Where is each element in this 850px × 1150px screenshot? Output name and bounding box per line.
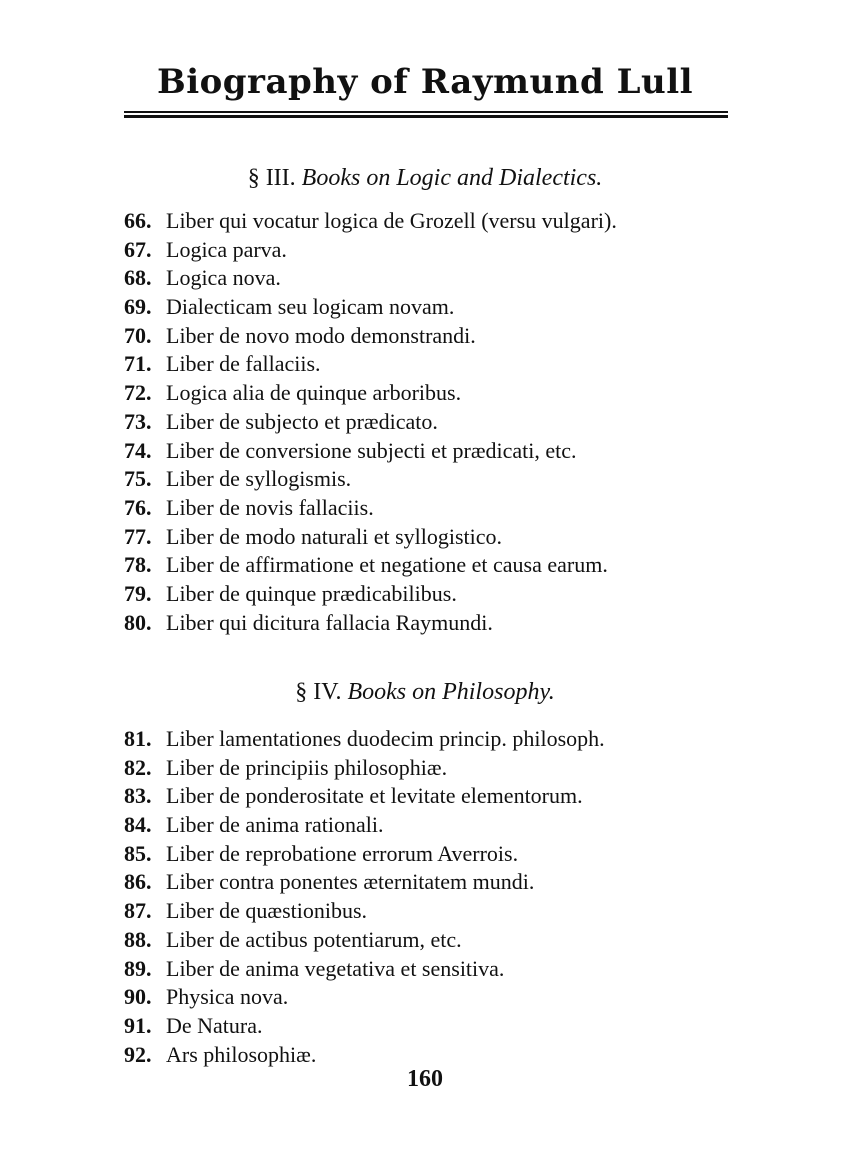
- entry-title: Liber de subjecto et prædicato.: [166, 408, 438, 434]
- list-item: [124, 207, 617, 236]
- list-item: [124, 955, 605, 984]
- page-number: 160: [407, 1066, 443, 1092]
- entry-number: 91.: [124, 1012, 152, 1038]
- list-item: [124, 1012, 605, 1041]
- header-rule-thick: [124, 115, 728, 118]
- entry-number: 79.: [124, 580, 152, 606]
- entry-number: 81.: [124, 726, 152, 751]
- section-heading-logic: [0, 163, 850, 193]
- entry-title: Liber de anima rationali.: [166, 812, 384, 838]
- entry-number: 88.: [124, 926, 152, 952]
- entry-number: 67.: [124, 236, 152, 262]
- entry-title: Liber de actibus potentiarum, etc.: [166, 926, 462, 952]
- entry-title: Liber de quæstionibus.: [166, 898, 368, 924]
- list-item: [124, 782, 605, 811]
- entry-title: Liber de modo naturali et syllogistico.: [166, 523, 503, 549]
- entry-title: Logica nova.: [166, 265, 281, 291]
- list-item: [124, 350, 617, 379]
- logic-books-list: [124, 207, 617, 637]
- entry-title: Liber lamentationes duodecim princip. philosoph.: [166, 726, 605, 751]
- entry-title: Liber de syllogismis.: [166, 466, 352, 492]
- entry-number: 83.: [124, 783, 152, 809]
- entry-title: Physica nova.: [166, 984, 289, 1010]
- entry-number: 89.: [124, 955, 152, 981]
- entry-number: 73.: [124, 408, 152, 434]
- entry-title: Liber de affirmatione et negatione et causa earum.: [166, 552, 608, 578]
- entry-title: Liber de novo modo demonstrandi.: [166, 322, 476, 348]
- entry-number: 86.: [124, 869, 152, 895]
- list-item: [124, 293, 617, 322]
- list-item: [124, 926, 605, 955]
- entry-title: Liber de quinque prædicabilibus.: [166, 580, 457, 606]
- list-item: [124, 811, 605, 840]
- entry-number: 70.: [124, 322, 152, 348]
- entry-title: Liber de conversione subjecti et prædicati, etc.: [166, 437, 577, 463]
- entry-title: Dialecticam seu logicam novam.: [166, 294, 455, 320]
- list-item: [124, 408, 617, 437]
- list-item: [124, 983, 605, 1012]
- entry-number: 77.: [124, 523, 152, 549]
- entry-title: Logica alia de quinque arboribus.: [166, 380, 462, 406]
- entry-number: 71.: [124, 351, 152, 377]
- section-heading-philosophy: [0, 677, 850, 707]
- list-item: [124, 868, 605, 897]
- entry-title: Liber de fallaciis.: [166, 351, 321, 377]
- list-item: [124, 897, 605, 926]
- section-number: § IV.: [295, 679, 342, 705]
- list-item: [124, 494, 617, 523]
- list-item: [124, 840, 605, 869]
- entry-number: 92.: [124, 1041, 152, 1067]
- section-number: § III.: [247, 165, 296, 191]
- entry-title: De Natura.: [166, 1012, 263, 1038]
- entry-title: Liber de novis fallaciis.: [166, 494, 374, 520]
- section-title: Books on Philosophy.: [347, 679, 555, 705]
- entry-title: Liber de anima vegetativa et sensitiva.: [166, 955, 505, 981]
- list-item: [124, 609, 617, 638]
- entry-title: Liber contra ponentes æternitatem mundi.: [166, 869, 535, 895]
- entry-number: 78.: [124, 552, 152, 578]
- list-item: [124, 264, 617, 293]
- entry-number: 84.: [124, 812, 152, 838]
- entry-number: 74.: [124, 437, 152, 463]
- entry-title: Liber qui dicitura fallacia Raymundi.: [166, 609, 493, 635]
- list-item: [124, 523, 617, 552]
- entry-number: 72.: [124, 380, 152, 406]
- entry-title: Liber de ponderositate et levitate elementorum.: [166, 783, 583, 809]
- list-item: [124, 465, 617, 494]
- entry-number: 75.: [124, 466, 152, 492]
- entry-number: 69.: [124, 294, 152, 320]
- list-item: [124, 754, 605, 783]
- entry-title: Logica parva.: [166, 236, 287, 262]
- entry-number: 90.: [124, 984, 152, 1010]
- entry-title: Liber qui vocatur logica de Grozell (versu vulgari).: [166, 208, 617, 233]
- entry-number: 80.: [124, 609, 152, 635]
- list-item: [124, 725, 605, 754]
- list-item: [124, 551, 617, 580]
- running-head: Biography of Raymund Lull: [156, 62, 694, 102]
- entry-number: 68.: [124, 265, 152, 291]
- entry-number: 82.: [124, 754, 152, 780]
- entry-number: 66.: [124, 208, 152, 233]
- list-item: [124, 437, 617, 466]
- list-item: [124, 236, 617, 265]
- list-item: [124, 379, 617, 408]
- list-item: [124, 580, 617, 609]
- entry-number: 85.: [124, 840, 152, 866]
- list-item: [124, 1041, 605, 1070]
- section-title: Books on Logic and Dialectics.: [301, 165, 603, 191]
- entry-title: Ars philosophiæ.: [166, 1041, 317, 1067]
- entry-number: 76.: [124, 494, 152, 520]
- entry-title: Liber de principiis philosophiæ.: [166, 754, 448, 780]
- entry-number: 87.: [124, 898, 152, 924]
- list-item: [124, 322, 617, 351]
- header-rule-thin: [124, 111, 728, 113]
- entry-title: Liber de reprobatione errorum Averrois.: [166, 840, 519, 866]
- philosophy-books-list: [124, 725, 605, 1069]
